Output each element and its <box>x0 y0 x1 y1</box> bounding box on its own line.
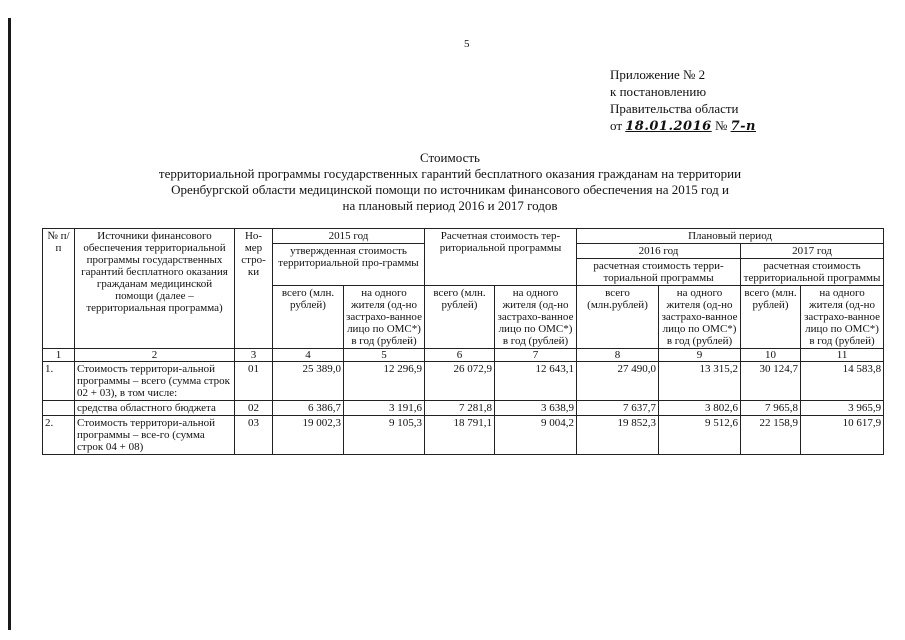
cell-value: 3 638,9 <box>495 401 577 416</box>
row-source: средства областного бюджета <box>75 401 235 416</box>
appendix-line-2: к постановлению <box>610 84 707 99</box>
number-prefix: № <box>714 118 728 133</box>
cost-table <box>42 228 884 455</box>
header-row-number: Но-мер стро-ки <box>235 229 273 349</box>
appendix-date-line <box>610 117 756 135</box>
table-row <box>43 416 884 455</box>
header-calc-cost-2017: расчетная стоимость территориальной программы <box>741 259 884 286</box>
cell-value: 19 852,3 <box>577 416 659 455</box>
column-number: 2 <box>75 349 235 362</box>
cell-value: 7 965,8 <box>741 401 801 416</box>
header-plan-period: Плановый период <box>577 229 884 244</box>
cell-value: 9 105,3 <box>344 416 425 455</box>
row-line: 03 <box>235 416 273 455</box>
cell-value: 3 191,6 <box>344 401 425 416</box>
cell-value: 26 072,9 <box>425 362 495 401</box>
appendix-block <box>610 66 756 135</box>
row-line: 01 <box>235 362 273 401</box>
header-calc-cost: Расчетная стоимость тер-риториальной программы <box>425 229 577 286</box>
date-prefix: от <box>610 118 623 133</box>
cell-value: 7 637,7 <box>577 401 659 416</box>
title-line-4: на плановый период 2016 и 2017 годов <box>342 198 558 213</box>
cell-value: 18 791,1 <box>425 416 495 455</box>
row-source: Стоимость территори-альной программы – все-го (сумма строк 04 + 08) <box>75 416 235 455</box>
cell-value: 25 389,0 <box>273 362 344 401</box>
header-source: Источники финансового обеспечения территориальной программы государственных гарантий бесплатного оказания гражданам медицинской помощи (далее – территориальная программа) <box>75 229 235 349</box>
title-line-2: территориальной программы государственных гарантий бесплатного оказания гражданам на территории <box>158 166 742 181</box>
column-number: 1 <box>43 349 75 362</box>
cell-value: 19 002,3 <box>273 416 344 455</box>
header-total-6: всего (млн. рублей) <box>425 286 495 349</box>
cell-value: 13 315,2 <box>659 362 741 401</box>
row-source: Стоимость территори-альной программы – всего (сумма строк 02 + 03), в том числе: <box>75 362 235 401</box>
row-num: 2. <box>43 416 75 455</box>
cell-value: 3 965,9 <box>801 401 884 416</box>
column-number-row <box>43 349 884 362</box>
appendix-line-3: Правительства области <box>610 101 739 116</box>
cell-value: 22 158,9 <box>741 416 801 455</box>
column-number: 4 <box>273 349 344 362</box>
column-number: 9 <box>659 349 741 362</box>
header-total-10: всего (млн. рублей) <box>741 286 801 349</box>
table-row <box>43 401 884 416</box>
column-number: 10 <box>741 349 801 362</box>
page-edge-bar <box>8 18 11 630</box>
page-number: 5 <box>464 38 470 50</box>
cell-value: 30 124,7 <box>741 362 801 401</box>
row-num: 1. <box>43 362 75 401</box>
document-title <box>80 150 820 214</box>
header-calc-cost-2016: расчетная стоимость терри-ториальной программы <box>577 259 741 286</box>
header-2017: 2017 год <box>741 244 884 259</box>
cell-value: 6 386,7 <box>273 401 344 416</box>
handwritten-date: 18.01.2016 <box>625 119 712 134</box>
cell-value: 9 512,6 <box>659 416 741 455</box>
column-number: 11 <box>801 349 884 362</box>
column-number: 5 <box>344 349 425 362</box>
appendix-line-1: Приложение № 2 <box>610 67 706 82</box>
header-row-1 <box>43 229 884 244</box>
title-line-1: Стоимость <box>420 150 480 165</box>
title-line-3: Оренбургской области медицинской помощи по источникам финансового обеспечения на 2015 год и <box>171 182 729 197</box>
header-approved-cost: утвержденная стоимость территориальной про-граммы <box>273 244 425 286</box>
cell-value: 10 617,9 <box>801 416 884 455</box>
header-per-capita-5: на одного жителя (од-но застрахо-ванное лицо по ОМС*) в год (рублей) <box>344 286 425 349</box>
row-line: 02 <box>235 401 273 416</box>
cell-value: 7 281,8 <box>425 401 495 416</box>
cell-value: 9 004,2 <box>495 416 577 455</box>
header-per-capita-9: на одного жителя (од-но застрахо-ванное лицо по ОМС*) в год (рублей) <box>659 286 741 349</box>
header-num: № п/п <box>43 229 75 349</box>
cell-value: 3 802,6 <box>659 401 741 416</box>
row-num <box>43 401 75 416</box>
handwritten-number: 7-п <box>730 119 756 134</box>
header-per-capita-7: на одного жителя (од-но застрахо-ванное лицо по ОМС*) в год (рублей) <box>495 286 577 349</box>
cell-value: 12 296,9 <box>344 362 425 401</box>
column-number: 7 <box>495 349 577 362</box>
cell-value: 27 490,0 <box>577 362 659 401</box>
header-2016: 2016 год <box>577 244 741 259</box>
column-number: 8 <box>577 349 659 362</box>
header-per-capita-11: на одного жителя (од-но застрахо-ванное лицо по ОМС*) в год (рублей) <box>801 286 884 349</box>
table-row <box>43 362 884 401</box>
header-total-4: всего (млн. рублей) <box>273 286 344 349</box>
column-number: 3 <box>235 349 273 362</box>
cell-value: 12 643,1 <box>495 362 577 401</box>
header-total-8: всего (млн.рублей) <box>577 286 659 349</box>
header-2015: 2015 год <box>273 229 425 244</box>
cell-value: 14 583,8 <box>801 362 884 401</box>
column-number: 6 <box>425 349 495 362</box>
